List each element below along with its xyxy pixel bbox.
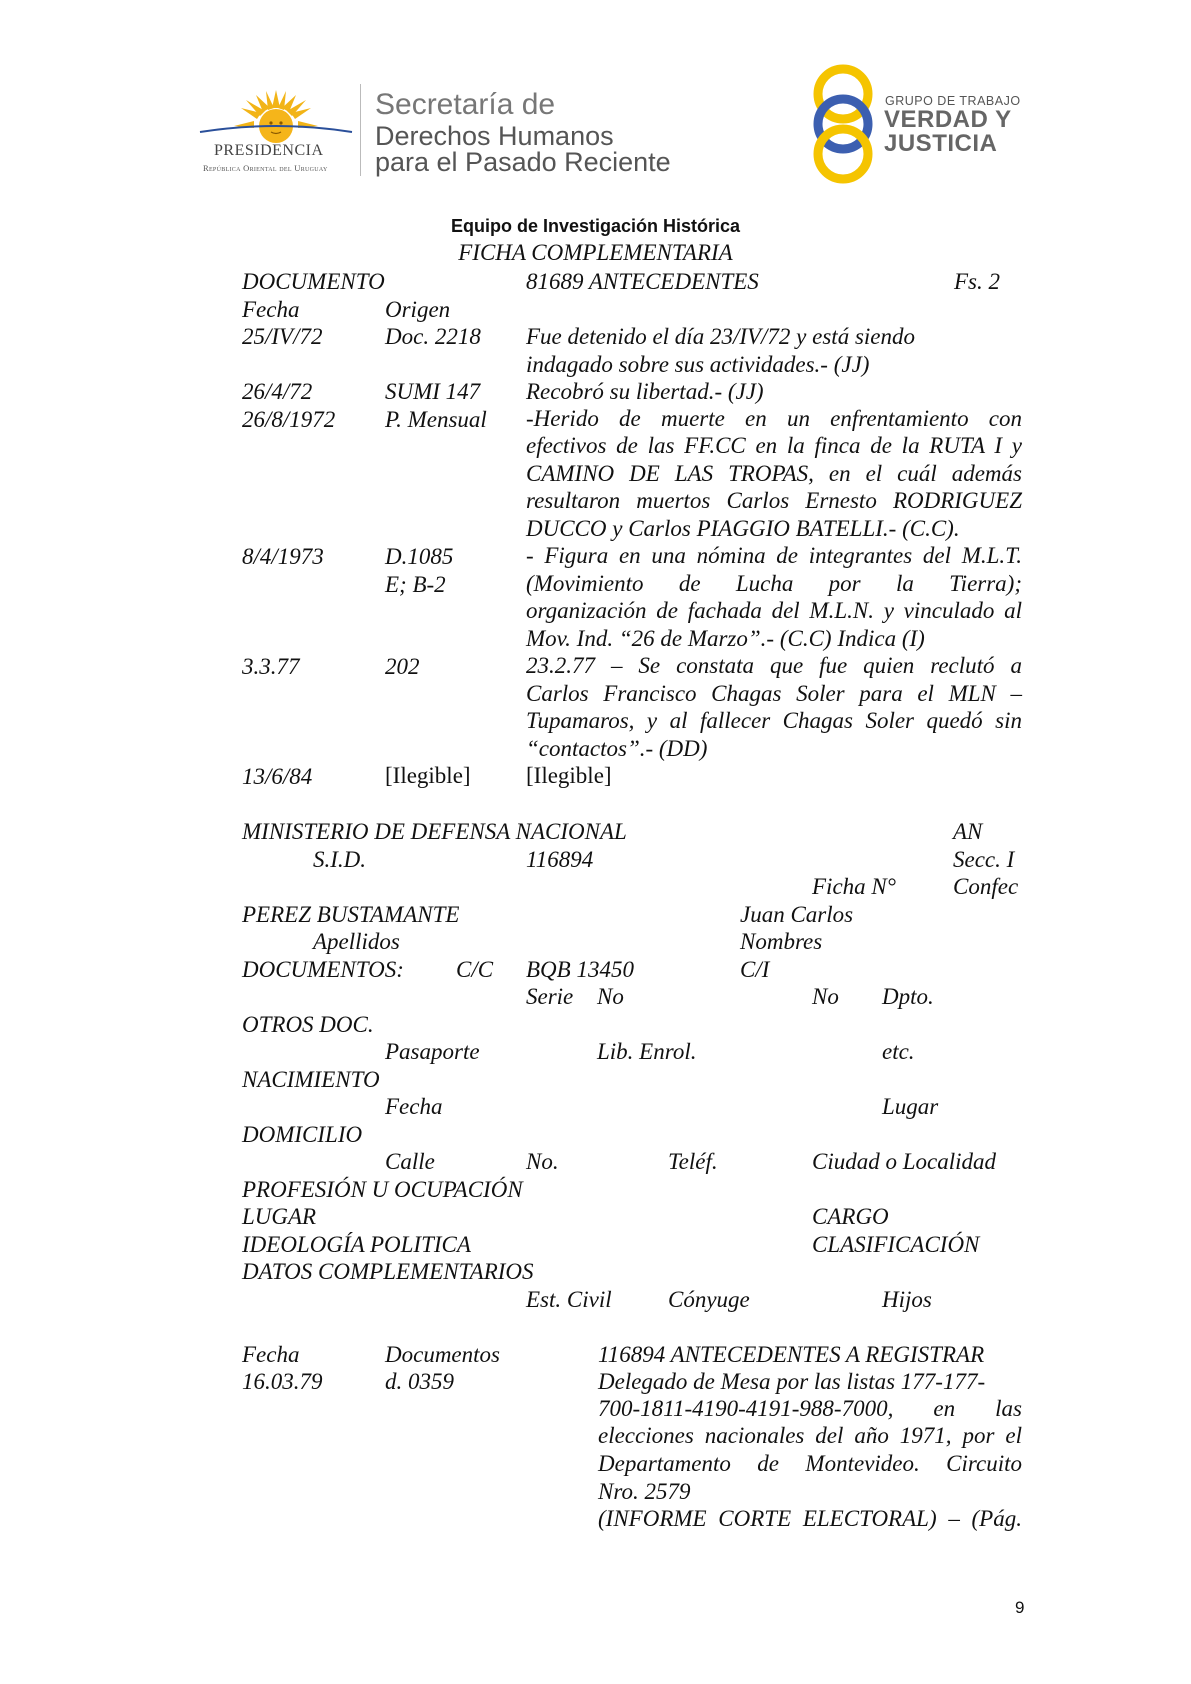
entry-fecha: 3.3.77 [242,654,300,679]
clasificacion-label: CLASIFICACIÓN [812,1232,980,1257]
otros-doc-label: OTROS DOC. [242,1012,374,1037]
an-label: AN [953,819,983,844]
nombres-label: Nombres [740,929,823,954]
entry-text-line: Recobró su libertad.- (JJ) [526,379,764,404]
entry-text-line: resultaron muertos Carlos Ernesto RODRIGUEZ [526,488,1022,513]
s2-text-line: (INFORME CORTE ELECTORAL) – (Pág. [598,1506,1022,1531]
col-fecha-label: Fecha [242,297,300,322]
entry-origen: D.1085 [385,544,454,569]
lugar-trabajo-label: LUGAR [242,1204,317,1229]
apellidos-label: Apellidos [313,929,400,954]
s2-title: 116894 ANTECEDENTES A REGISTRAR [598,1342,985,1367]
entry-text-line: Carlos Francisco Chagas Soler para el MLN – [526,681,1022,706]
conyuge-label: Cónyuge [668,1287,750,1312]
entry-fecha: 25/IV/72 [242,324,323,349]
entry-text-line: efectivos de las FF.CC en la finca de la RUTA I y [526,433,1022,458]
dpto-label: Dpto. [882,984,934,1009]
secc-label: Secc. I [953,847,1015,872]
ficha-no-label: Ficha N° [812,874,896,899]
verdad-label: VERDAD Y [884,106,1012,133]
s2-documento: d. 0359 [385,1369,454,1394]
sid-number: 116894 [526,847,594,872]
domicilio-no-label: No. [526,1149,559,1174]
s2-fecha: 16.03.79 [242,1369,323,1394]
cargo-label: CARGO [812,1204,889,1229]
entry-origen: SUMI 147 [385,379,481,404]
no-label: No [597,984,624,1009]
documento-number: 81689 ANTECEDENTES [526,269,759,294]
confec-label: Confec [953,874,1019,899]
ministerio-label: MINISTERIO DE DEFENSA NACIONAL [242,819,627,844]
entry-fecha: 8/4/1973 [242,544,324,569]
entry-text-line: -Herido de muerte en un enfrentamiento con [526,406,1022,431]
s2-text-line: elecciones nacionales del año 1971, por el [598,1423,1022,1448]
entry-text-line: (Movimiento de Lucha por la Tierra); [526,571,1022,596]
sid-label: S.I.D. [313,847,367,872]
header-divider [360,84,361,176]
documentos-label: DOCUMENTOS: [242,957,404,982]
secretaria-line-3: para el Pasado Reciente [375,147,671,177]
grupo-trabajo-label: GRUPO DE TRABAJO [885,94,1021,108]
estado-civil-label: Est. Civil [526,1287,612,1312]
entry-text-line: “contactos”.- (DD) [526,736,708,761]
secretaria-line-1: Secretaría de [375,88,556,121]
entry-text-line: Mov. Ind. “26 de Marzo”.- (C.C) Indica (I) [526,626,925,651]
entry-text-line: indagado sobre sus actividades.- (JJ) [526,352,870,377]
folio-number: Fs. 2 [954,269,1000,294]
entry-text-line: DUCCO y Carlos PIAGGIO BATELLI.- (C.C). [526,516,960,541]
presidencia-wordmark: PRESIDENCIA [214,142,324,159]
ideologia-label: IDEOLOGÍA POLITICA [242,1232,471,1257]
ciudad-label: Ciudad o Localidad [812,1149,997,1174]
entry-origen-2: E; B-2 [385,572,446,597]
s2-fecha-label: Fecha [242,1342,300,1367]
ficha-title: FICHA COMPLEMENTARIA [458,240,733,265]
profesion-label: PROFESIÓN U OCUPACIÓN [242,1177,523,1202]
pasaporte-label: Pasaporte [385,1039,480,1064]
nombres-value: Juan Carlos [740,902,854,927]
s2-text-line: Nro. 2579 [598,1479,691,1504]
no-label: No [812,984,839,1009]
entry-text-line: Tupamaros, y al fallecer Chagas Soler quedó sin [526,708,1022,733]
entry-text-line: CAMINO DE LAS TROPAS, en el cuál además [526,461,1022,486]
verdad-justicia-rings-logo [810,62,876,186]
justicia-label: JUSTICIA [884,130,998,157]
entry-text-line: [Ilegible] [526,763,612,788]
entry-origen: [Ilegible] [385,763,471,788]
entry-fecha: 13/6/84 [242,764,313,789]
calle-label: Calle [385,1149,435,1174]
lib-enrol-label: Lib. Enrol. [597,1039,697,1064]
entry-fecha: 26/4/72 [242,379,313,404]
entry-text-line: organización de fachada del M.L.N. y vinculado al [526,598,1022,623]
team-title: Equipo de Investigación Histórica [450,216,741,236]
lugar-label: Lugar [882,1094,939,1119]
domicilio-label: DOMICILIO [242,1122,363,1147]
datos-complementarios-label: DATOS COMPLEMENTARIOS [242,1259,534,1284]
fecha-label: Fecha [385,1094,443,1119]
entry-fecha: 26/8/1972 [242,407,336,432]
page-number: 9 [1015,1598,1025,1617]
serie-label: Serie [526,984,574,1009]
nacimiento-label: NACIMIENTO [242,1067,380,1092]
s2-text-line: Delegado de Mesa por las listas 177-177- [598,1369,986,1394]
entry-origen: 202 [385,654,420,679]
telefono-label: Teléf. [668,1149,718,1174]
entry-text-line: 23.2.77 – Se constata que fue quien reclutó a [526,653,1022,678]
apellidos-value: PEREZ BUSTAMANTE [242,902,460,927]
etc-label: etc. [882,1039,915,1064]
entry-text-line: - Figura en una nómina de integrantes del M.L.T. [526,543,1022,568]
entry-origen: P. Mensual [385,407,487,432]
entry-origen: Doc. 2218 [385,324,481,349]
s2-text-line: 700-1811-4190-4191-988-7000, en las [598,1396,1022,1421]
col-origen-label: Origen [385,297,451,322]
hijos-label: Hijos [882,1287,932,1312]
cc-label: C/C [456,957,494,982]
secretaria-line-2: Derechos Humanos [375,121,614,151]
s2-text-line: Departamento de Montevideo. Circuito [598,1451,1022,1476]
cc-value: BQB 13450 [526,957,634,982]
presidencia-subtitle: República Oriental del Uruguay [203,163,328,173]
entry-text-line: Fue detenido el día 23/IV/72 y está siendo [526,324,915,349]
documento-label: DOCUMENTO [242,269,385,294]
s2-documentos-label: Documentos [385,1342,500,1367]
ci-label: C/I [740,957,770,982]
